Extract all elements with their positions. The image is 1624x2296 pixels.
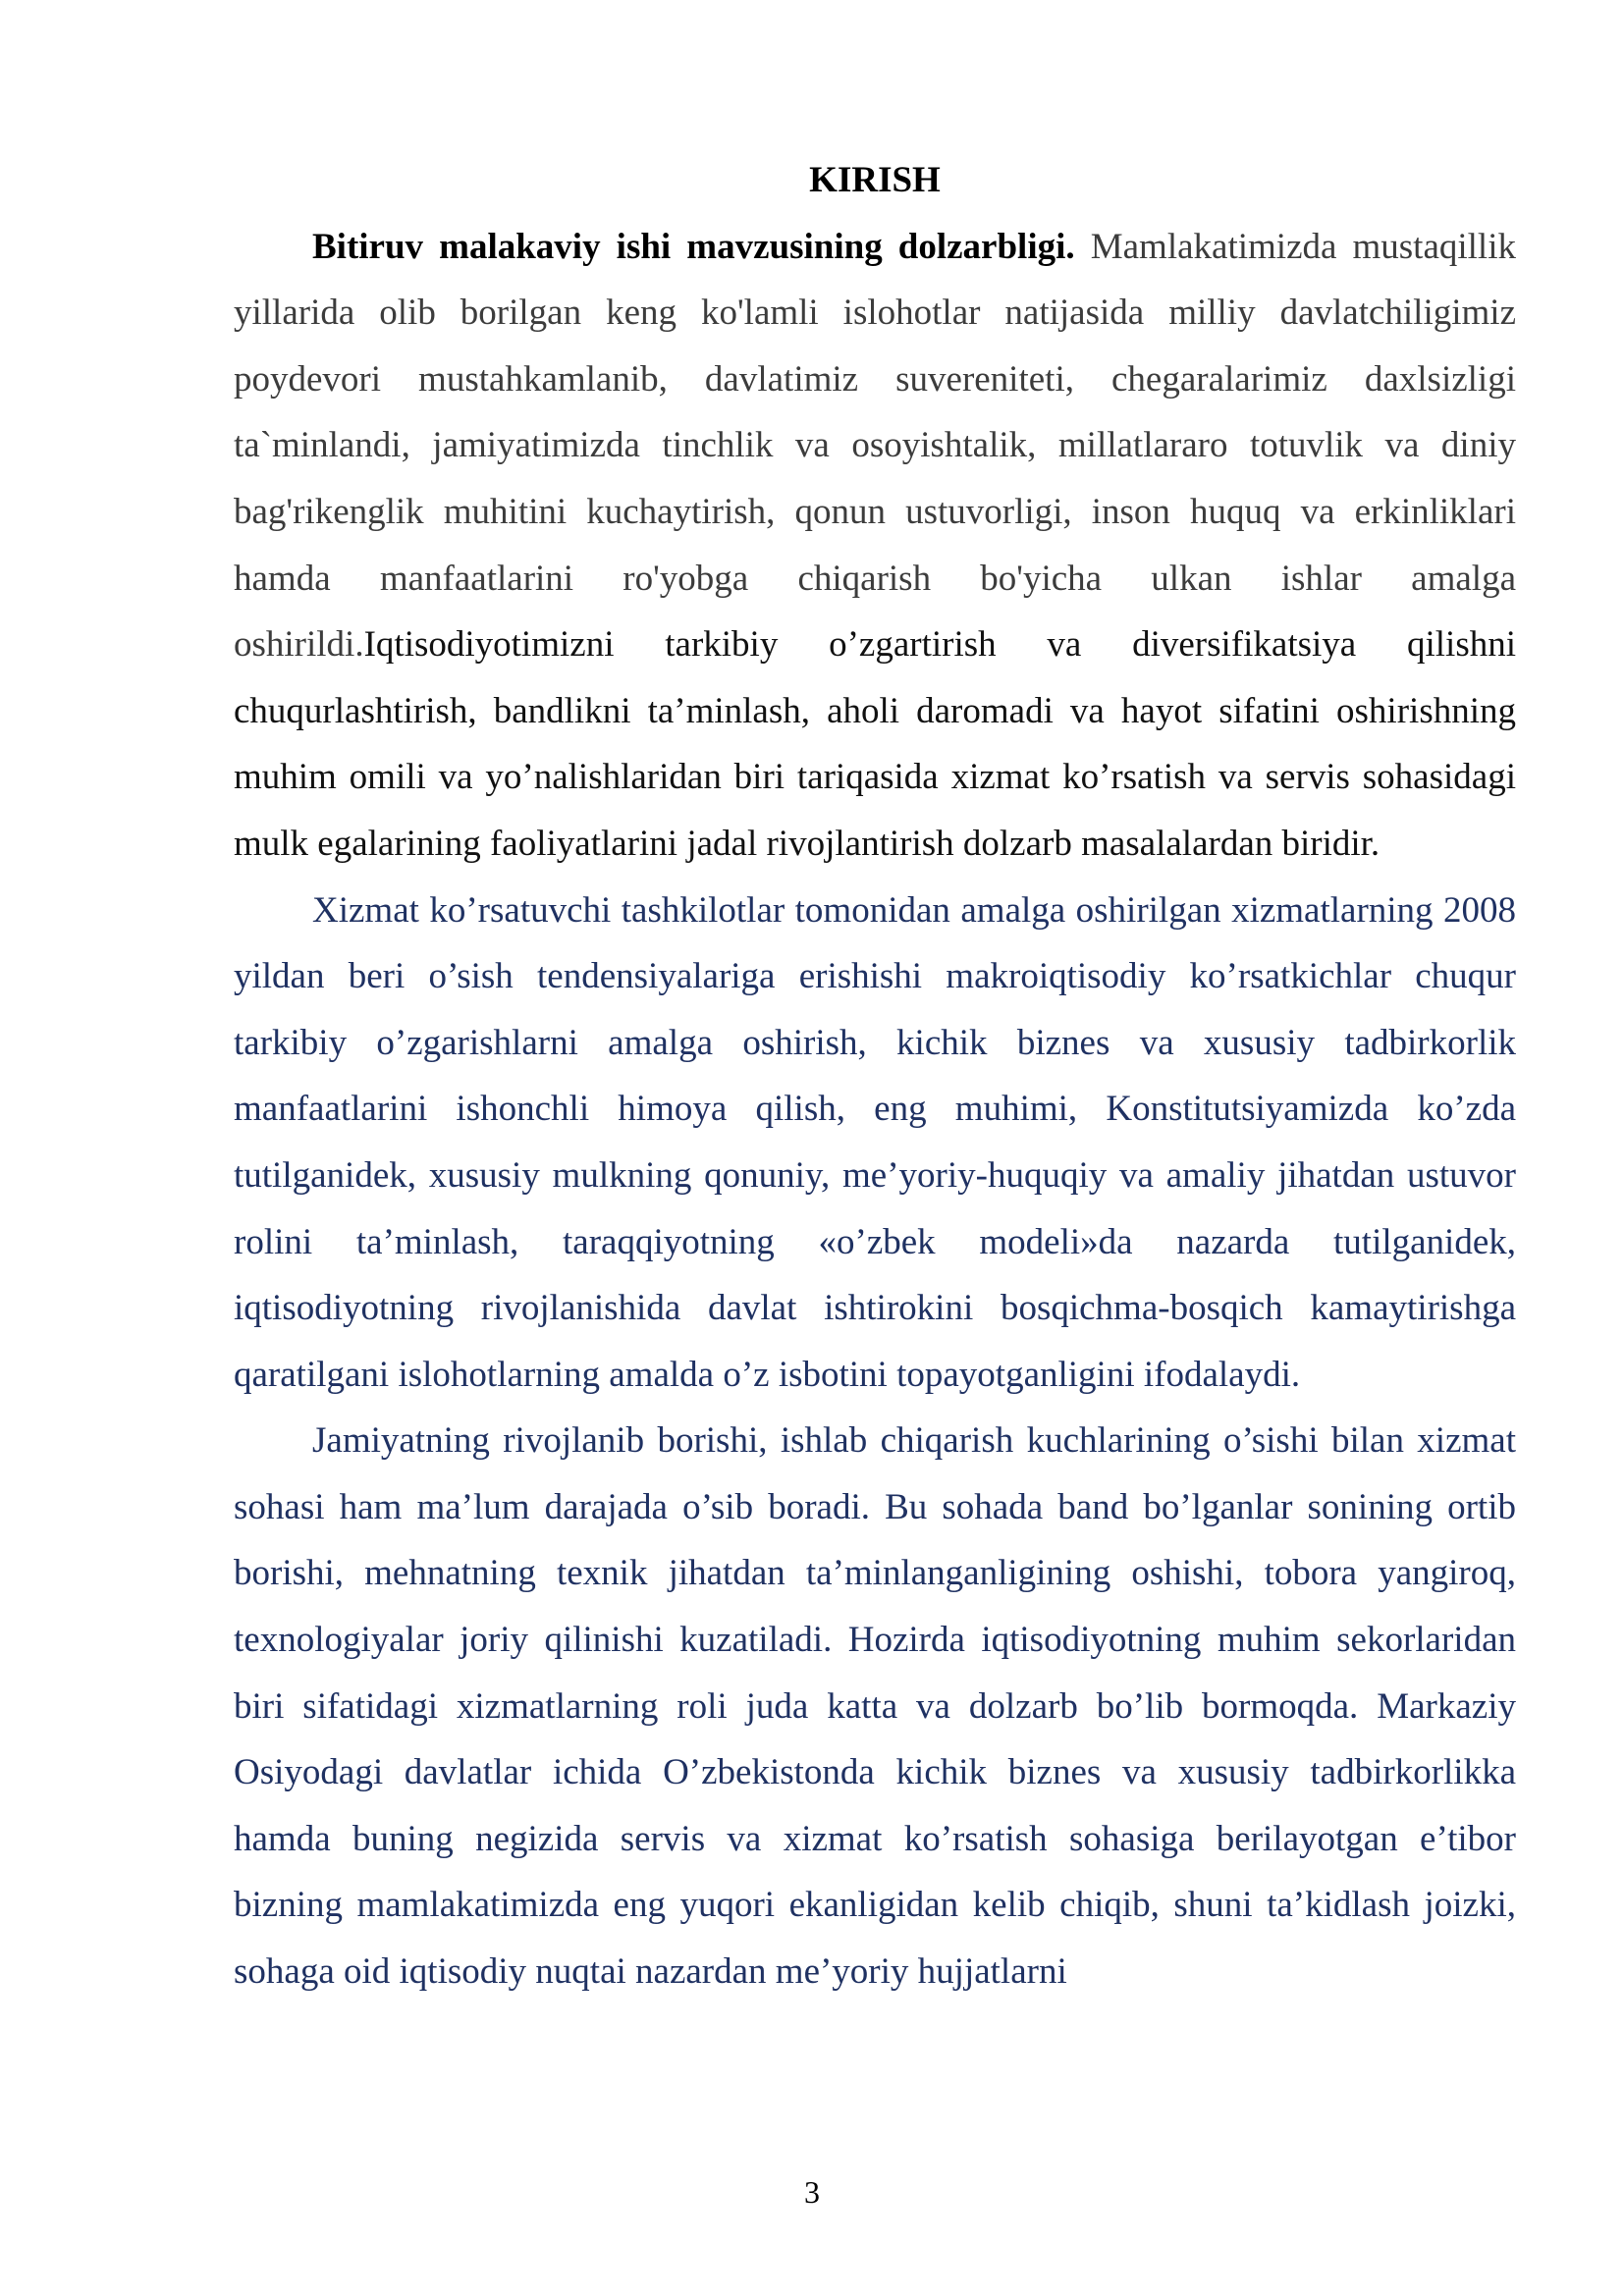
paragraph-lead: Bitiruv malakaviy ishi mavzusining dolzarbligi. — [312, 226, 1075, 267]
document-body — [234, 147, 1516, 2005]
paragraph-text-black: Iqtisodiyotimizni tarkibiy o’zgartirish va diversifikatsiya qilishni chuqurlashtirish, bandlikni ta’minlash, aholi daromadi va hayot sifatini oshirishning muhim omili va yo’nalishlaridan biri tariqasida xizmat ko’rsatish va servis sohasidagi mulk egalarining faoliyatlarini jadal rivojlantirish dolzarb masalalardan biridir. — [234, 624, 1516, 864]
paragraph-society: Jamiyatning rivojlanib borishi, ishlab chiqarish kuchlarining o’sishi bilan xizmat sohasi ham ma’lum darajada o’sib boradi. Bu sohada band bo’lganlar sonining ortib borishi, mehnatning texnik jihatdan ta’minlanganligining oshishi, tobora yangiroq, texnologiyalar joriy qilinishi kuzatiladi. Hozirda iqtisodiyotning muhim sekorlaridan biri sifatidagi xizmatlarning roli juda katta va dolzarb bo’lib bormoqda. Markaziy Osiyodagi davlatlar ichida O’zbekistonda kichik biznes va xususiy tadbirkorlikka hamda buning negizida servis va xizmat ko’rsatish sohasiga berilayotgan e’tibor bizning mamlakatimizda eng yuqori ekanligidan kelib chiqib, shuni ta’kidlash joizki, sohaga oid iqtisodiy nuqtai nazardan me’yoriy hujjatlarni — [234, 1420, 1516, 1993]
page-number: 3 — [804, 2174, 820, 2210]
paragraph-services: Xizmat ko’rsatuvchi tashkilotlar tomonidan amalga oshirilgan xizmatlarning 2008 yildan beri o’sish tendensiyalariga erishishi makroiqtisodiy ko’rsatkichlar chuqur tarkibiy o’zgarishlarni amalga oshirish, kichik biznes va xususiy tadbirkorlik manfaatlarini ishonchli himoya qilish, eng muhimi, Konstitutsiyamizda ko’zda tutilganidek, xususiy mulkning qonuniy, me’yoriy-huquqiy va amaliy jihatdan ustuvor rolini ta’minlash, taraqqiyotning «o’zbek modeli»da nazarda tutilganidek, iqtisodiyotning rivojlanishida davlat ishtirokini bosqichma-bosqich kamaytirishga qaratilgani islohotlarning amalda o’z isbotini topayotganligini ifodalaydi. — [234, 889, 1516, 1395]
section-heading: KIRISH — [809, 160, 941, 200]
paragraph-text-gray: Mamlakatimizda mustaqillik yillarida olib borilgan keng ko'lamli islohotlar natijasida milliy davlatchiligimiz poydevori mustahkamlanib, davlatimiz suvereniteti, chegaralarimiz daxlsizligi ta`minlandi, jamiyatimizda tinchlik va osoyishtalik, millatlararo totuvlik va diniy bag'rikenglik muhitini kuchaytirish, qonun ustuvorligi, inson huquq va erkinliklari hamda manfaatlarini ro'yobga chiqarish bo'yicha ulkan ishlar amalga oshirildi. — [234, 226, 1516, 666]
paragraph-relevance — [234, 214, 1516, 878]
